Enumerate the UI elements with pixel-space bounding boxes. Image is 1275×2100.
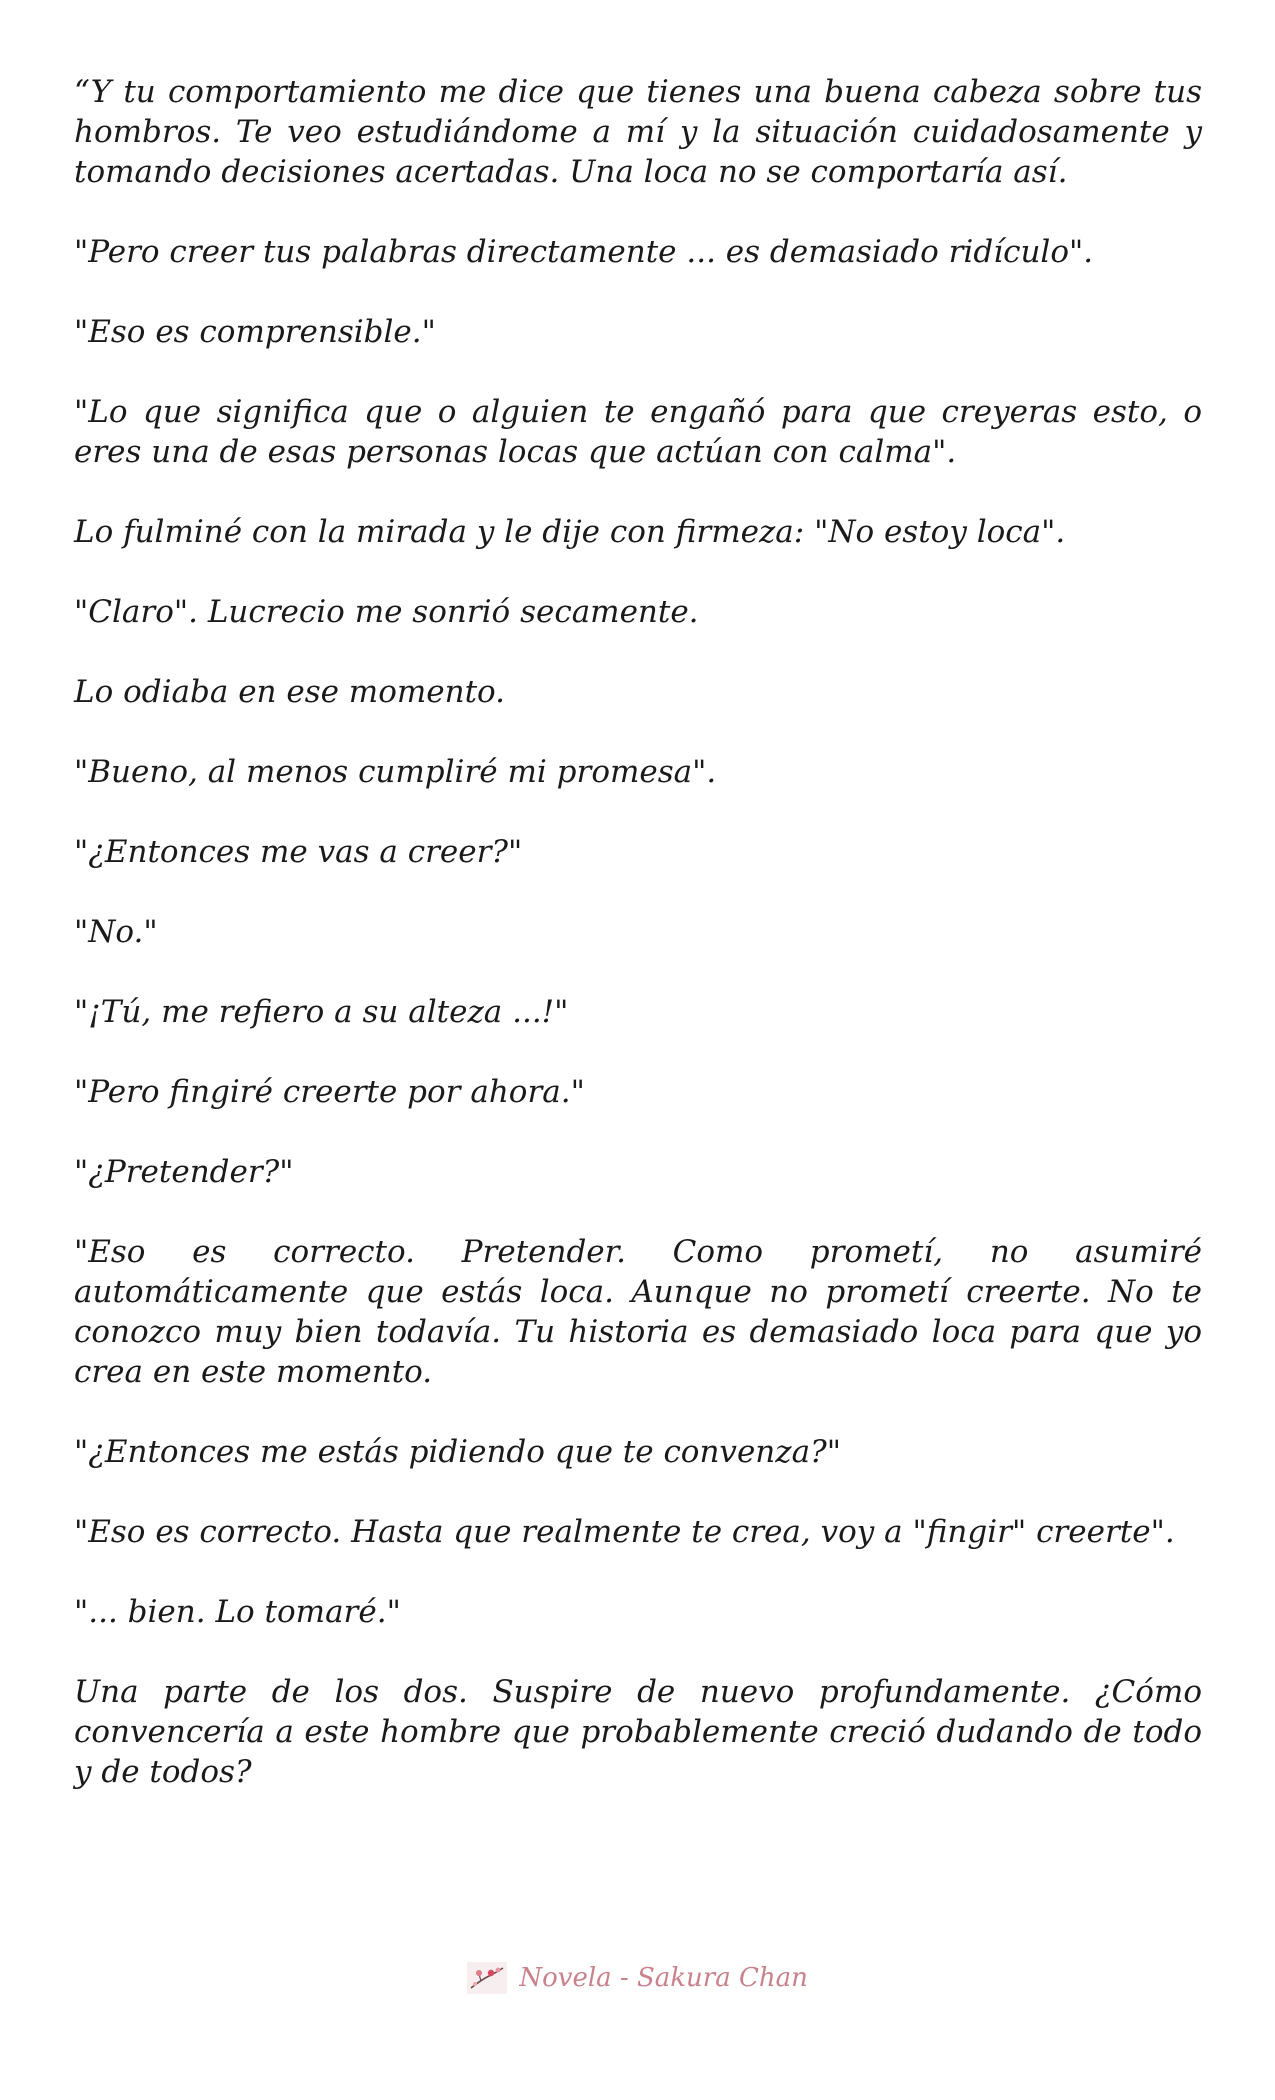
paragraph: Una parte de los dos. Suspire de nuevo profundamente. ¿Cómo convencería a este hombre que probablemente creció dudando de todo y de todos? [74, 1674, 1202, 1790]
paragraph: "¿Entonces me vas a creer?" [74, 834, 523, 870]
footer-text: Novela - Sakura Chan [519, 1963, 808, 1993]
paragraph: "¡Tú, me refiero a su alteza ...!" [74, 994, 569, 1030]
paragraph: Lo fulminé con la mirada y le dije con firmeza: "No estoy loca". [74, 514, 1066, 550]
paragraph: "¿Pretender?" [74, 1154, 294, 1190]
paragraph: "Pero creer tus palabras directamente ... es demasiado ridículo". [74, 234, 1094, 270]
paragraph: "Claro". Lucrecio me sonrió secamente. [74, 594, 699, 630]
paragraph: Lo odiaba en ese momento. [74, 674, 506, 710]
paragraph: “Y tu comportamiento me dice que tienes una buena cabeza sobre tus hombros. Te veo estudiándome a mí y la situación cuidadosamente y tomando decisiones acertadas. Una loca no se comportaría así. [74, 74, 1202, 190]
paragraph: "Eso es comprensible." [74, 314, 436, 350]
paragraph: "Pero fingiré creerte por ahora." [74, 1074, 585, 1110]
paragraph: "Eso es correcto. Hasta que realmente te crea, voy a "fingir" creerte". [74, 1514, 1175, 1550]
sakura-branch-icon [467, 1962, 507, 1994]
footer-watermark [0, 1962, 1275, 1994]
paragraph: "No." [74, 914, 158, 950]
document-body [74, 72, 1202, 1832]
paragraph: "Bueno, al menos cumpliré mi promesa". [74, 754, 717, 790]
paragraph: "Lo que significa que o alguien te engañó para que creyeras esto, o eres una de esas personas locas que actúan con calma". [74, 394, 1202, 470]
paragraph: "Eso es correcto. Pretender. Como prometí, no asumiré automáticamente que estás loca. Aunque no prometí creerte. No te conozco muy bien todavía. Tu historia es demasiado loca para que yo crea en este momento. [74, 1234, 1202, 1390]
paragraph: "¿Entonces me estás pidiendo que te convenza?" [74, 1434, 841, 1470]
paragraph: "... bien. Lo tomaré." [74, 1594, 401, 1630]
